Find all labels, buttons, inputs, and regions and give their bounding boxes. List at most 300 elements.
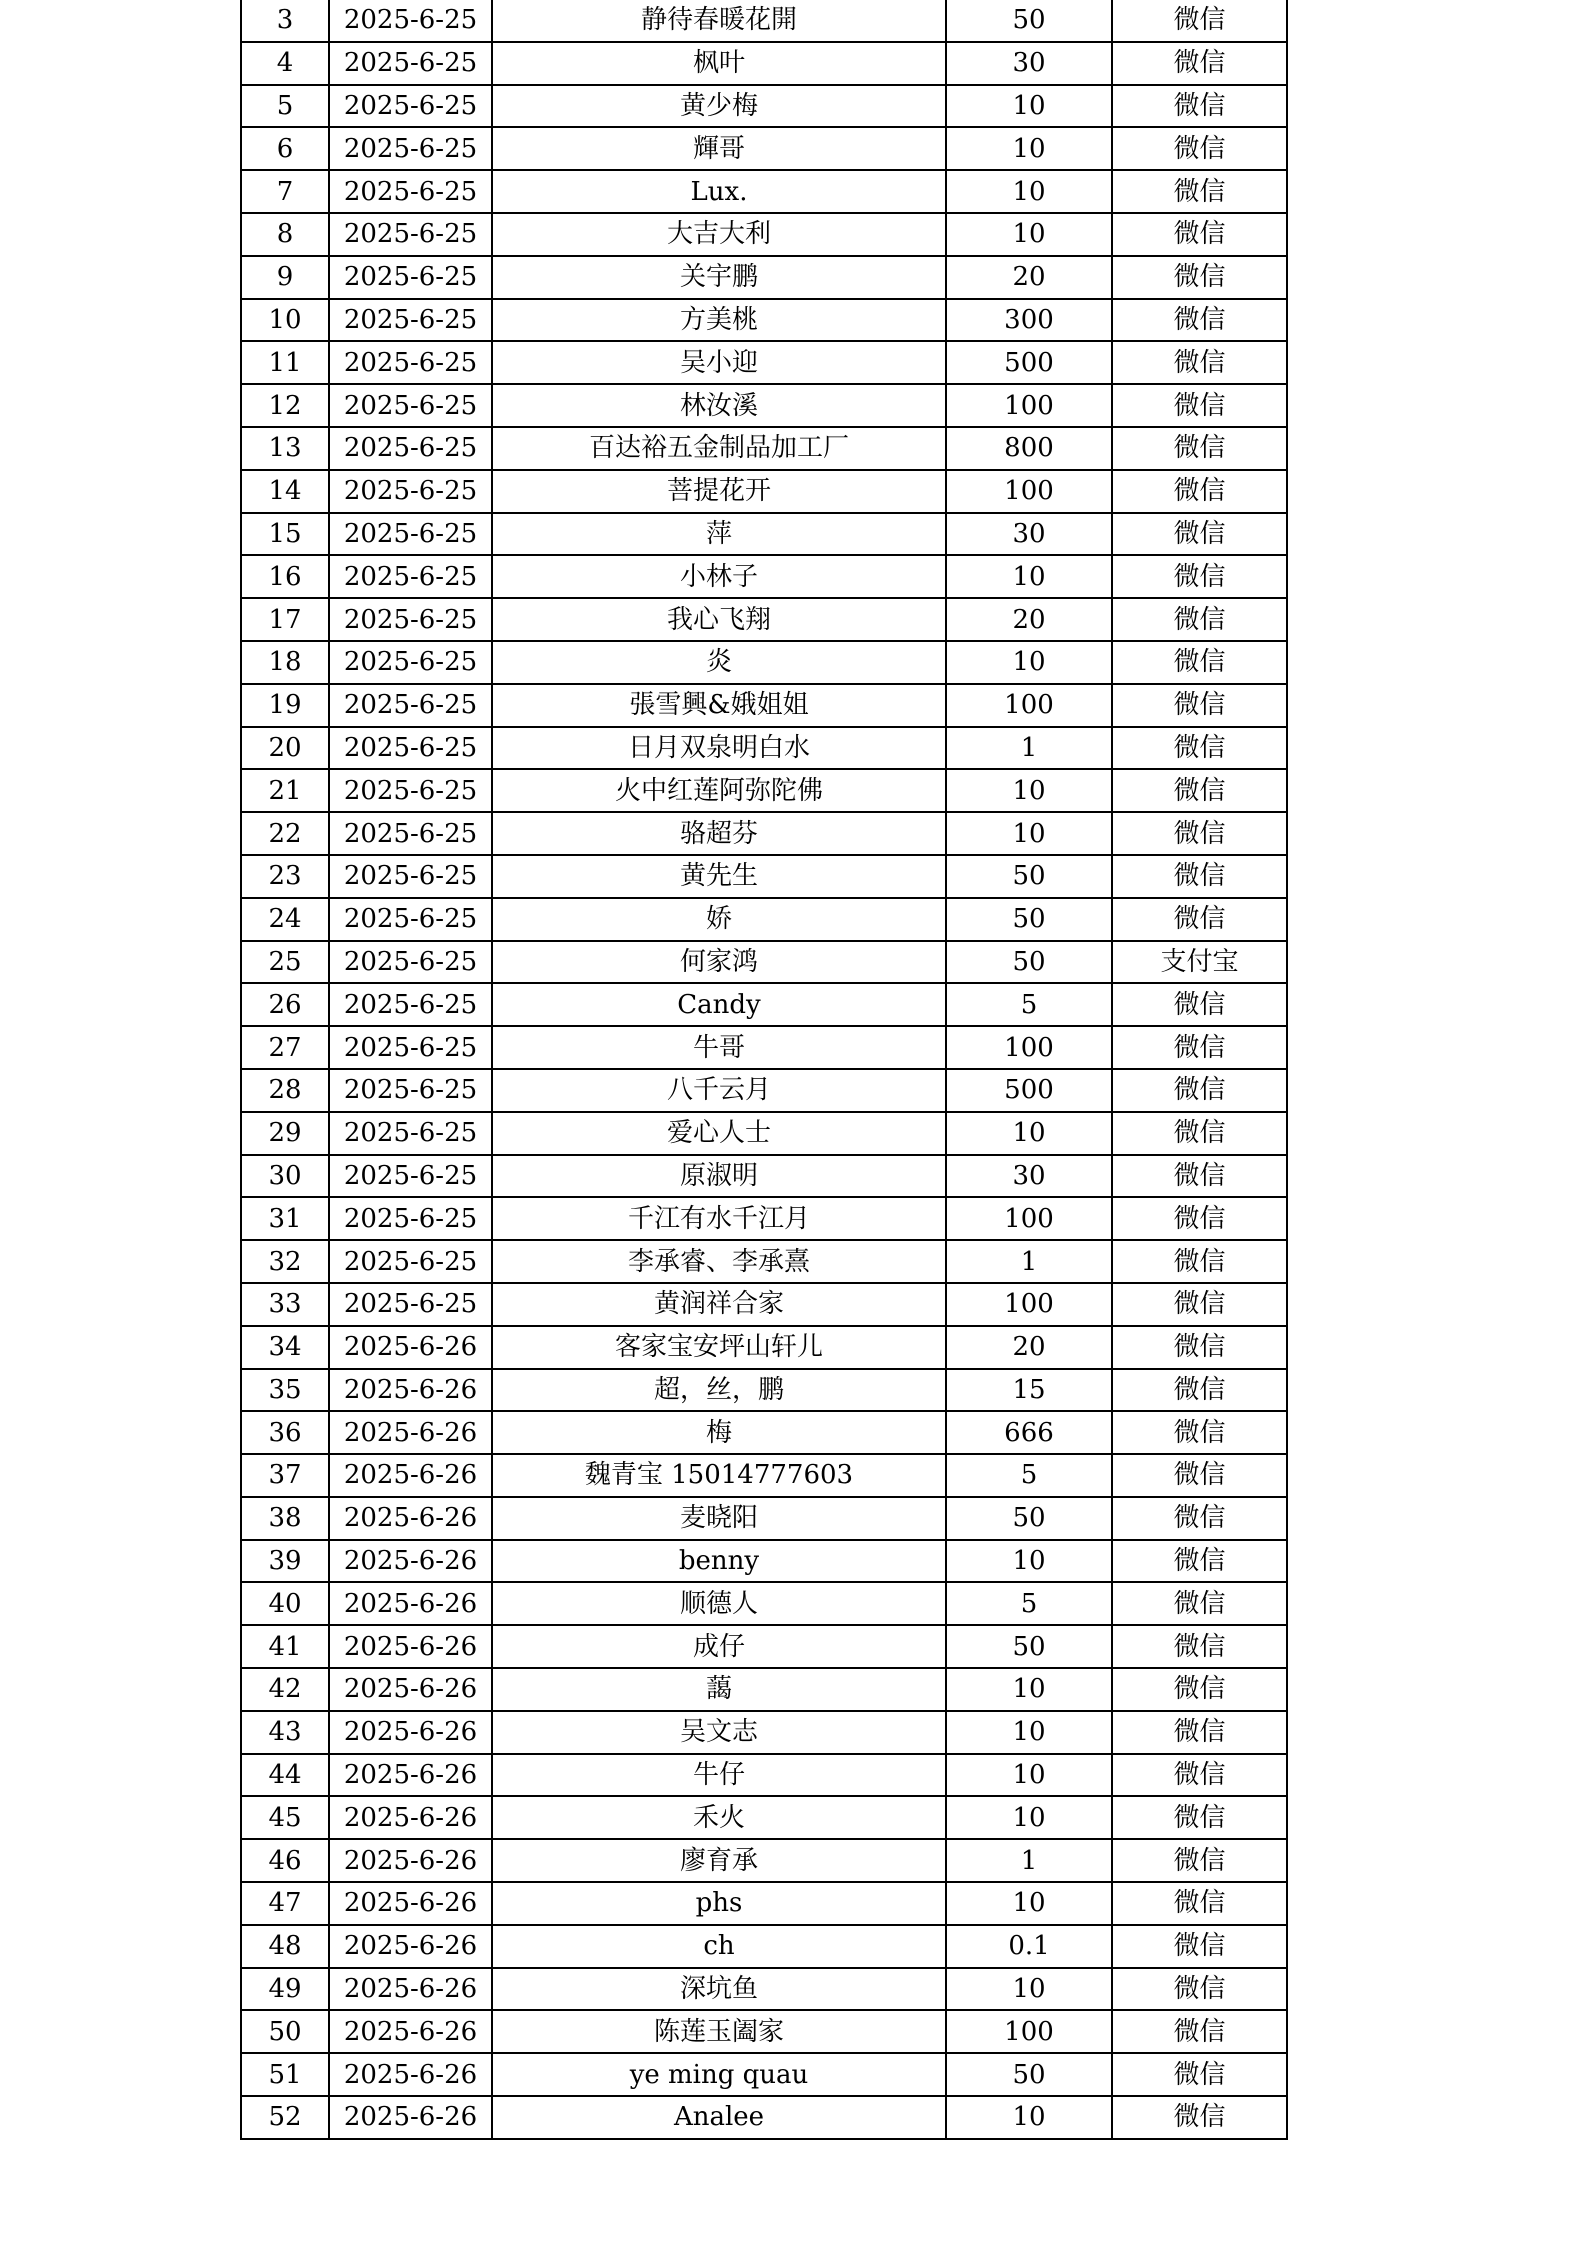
amount-cell: 0.1 bbox=[946, 1925, 1112, 1968]
row-number-cell: 3 bbox=[241, 0, 329, 42]
date-cell: 2025-6-25 bbox=[329, 1069, 492, 1112]
amount-cell: 10 bbox=[946, 1796, 1112, 1839]
table-row bbox=[241, 1754, 1287, 1797]
row-number-cell: 4 bbox=[241, 42, 329, 85]
amount-cell: 20 bbox=[946, 256, 1112, 299]
amount-cell: 10 bbox=[946, 812, 1112, 855]
row-number-cell: 8 bbox=[241, 213, 329, 256]
table-row bbox=[241, 684, 1287, 727]
table-row bbox=[241, 1925, 1287, 1968]
table-row bbox=[241, 855, 1287, 898]
row-number-cell: 31 bbox=[241, 1197, 329, 1240]
amount-cell: 300 bbox=[946, 299, 1112, 342]
donor-name-cell: 吴文志 bbox=[492, 1711, 946, 1754]
row-number-cell: 11 bbox=[241, 341, 329, 384]
amount-cell: 100 bbox=[946, 1026, 1112, 1069]
payment-method-cell: 微信 bbox=[1112, 1668, 1287, 1711]
table-row bbox=[241, 1796, 1287, 1839]
date-cell: 2025-6-25 bbox=[329, 513, 492, 556]
row-number-cell: 10 bbox=[241, 299, 329, 342]
payment-method-cell: 微信 bbox=[1112, 513, 1287, 556]
table-row bbox=[241, 42, 1287, 85]
table-row bbox=[241, 1668, 1287, 1711]
payment-method-cell: 微信 bbox=[1112, 1968, 1287, 2011]
row-number-cell: 35 bbox=[241, 1369, 329, 1412]
amount-cell: 10 bbox=[946, 1711, 1112, 1754]
date-cell: 2025-6-25 bbox=[329, 855, 492, 898]
amount-cell: 5 bbox=[946, 1582, 1112, 1625]
donor-name-cell: 禾火 bbox=[492, 1796, 946, 1839]
row-number-cell: 18 bbox=[241, 641, 329, 684]
table-row bbox=[241, 769, 1287, 812]
payment-method-cell: 微信 bbox=[1112, 1454, 1287, 1497]
payment-method-cell: 微信 bbox=[1112, 1026, 1287, 1069]
payment-method-cell: 微信 bbox=[1112, 641, 1287, 684]
row-number-cell: 42 bbox=[241, 1668, 329, 1711]
donor-name-cell: 百达裕五金制品加工厂 bbox=[492, 427, 946, 470]
payment-method-cell: 微信 bbox=[1112, 727, 1287, 770]
donor-name-cell: 菩提花开 bbox=[492, 470, 946, 513]
row-number-cell: 15 bbox=[241, 513, 329, 556]
payment-method-cell: 微信 bbox=[1112, 256, 1287, 299]
date-cell: 2025-6-25 bbox=[329, 427, 492, 470]
amount-cell: 1 bbox=[946, 727, 1112, 770]
amount-cell: 10 bbox=[946, 1112, 1112, 1155]
payment-method-cell: 微信 bbox=[1112, 299, 1287, 342]
row-number-cell: 16 bbox=[241, 555, 329, 598]
table-row bbox=[241, 941, 1287, 984]
donor-name-cell: 黄少梅 bbox=[492, 85, 946, 128]
amount-cell: 100 bbox=[946, 470, 1112, 513]
table-row bbox=[241, 127, 1287, 170]
date-cell: 2025-6-25 bbox=[329, 42, 492, 85]
date-cell: 2025-6-26 bbox=[329, 1540, 492, 1583]
row-number-cell: 6 bbox=[241, 127, 329, 170]
payment-method-cell: 支付宝 bbox=[1112, 941, 1287, 984]
row-number-cell: 30 bbox=[241, 1155, 329, 1198]
row-number-cell: 13 bbox=[241, 427, 329, 470]
table-row bbox=[241, 85, 1287, 128]
payment-method-cell: 微信 bbox=[1112, 470, 1287, 513]
payment-method-cell: 微信 bbox=[1112, 1540, 1287, 1583]
date-cell: 2025-6-25 bbox=[329, 727, 492, 770]
payment-method-cell: 微信 bbox=[1112, 1582, 1287, 1625]
payment-method-cell: 微信 bbox=[1112, 1625, 1287, 1668]
amount-cell: 800 bbox=[946, 427, 1112, 470]
donor-name-cell: 黄润祥合家 bbox=[492, 1283, 946, 1326]
amount-cell: 30 bbox=[946, 1155, 1112, 1198]
date-cell: 2025-6-26 bbox=[329, 1711, 492, 1754]
date-cell: 2025-6-26 bbox=[329, 1754, 492, 1797]
amount-cell: 50 bbox=[946, 941, 1112, 984]
payment-method-cell: 微信 bbox=[1112, 1283, 1287, 1326]
donor-name-cell: ye ming quau bbox=[492, 2053, 946, 2096]
donor-name-cell: 輝哥 bbox=[492, 127, 946, 170]
payment-method-cell: 微信 bbox=[1112, 1754, 1287, 1797]
date-cell: 2025-6-26 bbox=[329, 1582, 492, 1625]
table-row bbox=[241, 2096, 1287, 2139]
row-number-cell: 20 bbox=[241, 727, 329, 770]
table-body bbox=[241, 0, 1287, 2139]
amount-cell: 10 bbox=[946, 213, 1112, 256]
amount-cell: 10 bbox=[946, 1968, 1112, 2011]
amount-cell: 10 bbox=[946, 85, 1112, 128]
row-number-cell: 33 bbox=[241, 1283, 329, 1326]
donor-name-cell: 娇 bbox=[492, 898, 946, 941]
table-row bbox=[241, 1369, 1287, 1412]
payment-method-cell: 微信 bbox=[1112, 0, 1287, 42]
amount-cell: 5 bbox=[946, 1454, 1112, 1497]
date-cell: 2025-6-25 bbox=[329, 213, 492, 256]
date-cell: 2025-6-25 bbox=[329, 769, 492, 812]
table-row bbox=[241, 898, 1287, 941]
amount-cell: 20 bbox=[946, 598, 1112, 641]
table-row bbox=[241, 1197, 1287, 1240]
row-number-cell: 27 bbox=[241, 1026, 329, 1069]
date-cell: 2025-6-25 bbox=[329, 1155, 492, 1198]
date-cell: 2025-6-26 bbox=[329, 1625, 492, 1668]
table-row bbox=[241, 1497, 1287, 1540]
row-number-cell: 23 bbox=[241, 855, 329, 898]
row-number-cell: 12 bbox=[241, 384, 329, 427]
payment-method-cell: 微信 bbox=[1112, 1411, 1287, 1454]
table-row bbox=[241, 2010, 1287, 2053]
row-number-cell: 9 bbox=[241, 256, 329, 299]
date-cell: 2025-6-25 bbox=[329, 1026, 492, 1069]
row-number-cell: 48 bbox=[241, 1925, 329, 1968]
table-row bbox=[241, 1155, 1287, 1198]
table-row bbox=[241, 1625, 1287, 1668]
donor-name-cell: 深坑鱼 bbox=[492, 1968, 946, 2011]
date-cell: 2025-6-25 bbox=[329, 898, 492, 941]
amount-cell: 100 bbox=[946, 384, 1112, 427]
row-number-cell: 34 bbox=[241, 1326, 329, 1369]
amount-cell: 10 bbox=[946, 1668, 1112, 1711]
payment-method-cell: 微信 bbox=[1112, 341, 1287, 384]
date-cell: 2025-6-26 bbox=[329, 1839, 492, 1882]
date-cell: 2025-6-25 bbox=[329, 170, 492, 213]
table-row bbox=[241, 213, 1287, 256]
amount-cell: 30 bbox=[946, 513, 1112, 556]
donation-table bbox=[240, 0, 1288, 2140]
row-number-cell: 21 bbox=[241, 769, 329, 812]
donor-name-cell: Analee bbox=[492, 2096, 946, 2139]
payment-method-cell: 微信 bbox=[1112, 2096, 1287, 2139]
donor-name-cell: 火中红莲阿弥陀佛 bbox=[492, 769, 946, 812]
payment-method-cell: 微信 bbox=[1112, 85, 1287, 128]
date-cell: 2025-6-25 bbox=[329, 641, 492, 684]
amount-cell: 100 bbox=[946, 1283, 1112, 1326]
table-row bbox=[241, 513, 1287, 556]
table-row bbox=[241, 812, 1287, 855]
table-row bbox=[241, 1112, 1287, 1155]
payment-method-cell: 微信 bbox=[1112, 855, 1287, 898]
row-number-cell: 43 bbox=[241, 1711, 329, 1754]
date-cell: 2025-6-25 bbox=[329, 598, 492, 641]
date-cell: 2025-6-25 bbox=[329, 1112, 492, 1155]
row-number-cell: 47 bbox=[241, 1882, 329, 1925]
donor-name-cell: 黄先生 bbox=[492, 855, 946, 898]
donor-name-cell: 牛仔 bbox=[492, 1754, 946, 1797]
payment-method-cell: 微信 bbox=[1112, 427, 1287, 470]
date-cell: 2025-6-26 bbox=[329, 2053, 492, 2096]
amount-cell: 100 bbox=[946, 684, 1112, 727]
row-number-cell: 36 bbox=[241, 1411, 329, 1454]
payment-method-cell: 微信 bbox=[1112, 1326, 1287, 1369]
payment-method-cell: 微信 bbox=[1112, 384, 1287, 427]
amount-cell: 50 bbox=[946, 898, 1112, 941]
row-number-cell: 7 bbox=[241, 170, 329, 213]
payment-method-cell: 微信 bbox=[1112, 2010, 1287, 2053]
donor-name-cell: 客家宝安坪山轩儿 bbox=[492, 1326, 946, 1369]
donor-name-cell: 千江有水千江月 bbox=[492, 1197, 946, 1240]
table-row bbox=[241, 170, 1287, 213]
payment-method-cell: 微信 bbox=[1112, 684, 1287, 727]
date-cell: 2025-6-26 bbox=[329, 2010, 492, 2053]
table-row bbox=[241, 0, 1287, 42]
amount-cell: 500 bbox=[946, 341, 1112, 384]
table-row bbox=[241, 1968, 1287, 2011]
row-number-cell: 5 bbox=[241, 85, 329, 128]
donor-name-cell: 張雪興&娥姐姐 bbox=[492, 684, 946, 727]
donor-name-cell: 超，丝，鹏 bbox=[492, 1369, 946, 1412]
payment-method-cell: 微信 bbox=[1112, 812, 1287, 855]
amount-cell: 10 bbox=[946, 2096, 1112, 2139]
donor-name-cell: phs bbox=[492, 1882, 946, 1925]
payment-method-cell: 微信 bbox=[1112, 983, 1287, 1026]
table-row bbox=[241, 470, 1287, 513]
date-cell: 2025-6-25 bbox=[329, 384, 492, 427]
payment-method-cell: 微信 bbox=[1112, 42, 1287, 85]
donor-name-cell: 小林子 bbox=[492, 555, 946, 598]
donor-name-cell: 骆超芬 bbox=[492, 812, 946, 855]
amount-cell: 500 bbox=[946, 1069, 1112, 1112]
table-row bbox=[241, 1711, 1287, 1754]
payment-method-cell: 微信 bbox=[1112, 127, 1287, 170]
table-row bbox=[241, 1882, 1287, 1925]
date-cell: 2025-6-25 bbox=[329, 127, 492, 170]
date-cell: 2025-6-25 bbox=[329, 812, 492, 855]
row-number-cell: 45 bbox=[241, 1796, 329, 1839]
payment-method-cell: 微信 bbox=[1112, 1155, 1287, 1198]
payment-method-cell: 微信 bbox=[1112, 1240, 1287, 1283]
row-number-cell: 39 bbox=[241, 1540, 329, 1583]
amount-cell: 100 bbox=[946, 1197, 1112, 1240]
donor-name-cell: 八千云月 bbox=[492, 1069, 946, 1112]
date-cell: 2025-6-26 bbox=[329, 1411, 492, 1454]
payment-method-cell: 微信 bbox=[1112, 1069, 1287, 1112]
amount-cell: 10 bbox=[946, 1882, 1112, 1925]
date-cell: 2025-6-26 bbox=[329, 1454, 492, 1497]
donor-name-cell: 萍 bbox=[492, 513, 946, 556]
payment-method-cell: 微信 bbox=[1112, 1197, 1287, 1240]
donor-name-cell: 魏青宝 15014777603 bbox=[492, 1454, 946, 1497]
row-number-cell: 32 bbox=[241, 1240, 329, 1283]
table-row bbox=[241, 1283, 1287, 1326]
date-cell: 2025-6-25 bbox=[329, 941, 492, 984]
table-row bbox=[241, 1540, 1287, 1583]
amount-cell: 10 bbox=[946, 127, 1112, 170]
donor-name-cell: 我心飞翔 bbox=[492, 598, 946, 641]
donor-name-cell: 梅 bbox=[492, 1411, 946, 1454]
payment-method-cell: 微信 bbox=[1112, 1112, 1287, 1155]
date-cell: 2025-6-25 bbox=[329, 85, 492, 128]
amount-cell: 10 bbox=[946, 641, 1112, 684]
amount-cell: 10 bbox=[946, 555, 1112, 598]
table-row bbox=[241, 427, 1287, 470]
table-row bbox=[241, 1839, 1287, 1882]
amount-cell: 30 bbox=[946, 42, 1112, 85]
amount-cell: 5 bbox=[946, 983, 1112, 1026]
row-number-cell: 19 bbox=[241, 684, 329, 727]
table-row bbox=[241, 1240, 1287, 1283]
row-number-cell: 49 bbox=[241, 1968, 329, 2011]
date-cell: 2025-6-25 bbox=[329, 684, 492, 727]
amount-cell: 10 bbox=[946, 1540, 1112, 1583]
date-cell: 2025-6-25 bbox=[329, 1197, 492, 1240]
row-number-cell: 44 bbox=[241, 1754, 329, 1797]
donor-name-cell: benny bbox=[492, 1540, 946, 1583]
row-number-cell: 40 bbox=[241, 1582, 329, 1625]
donor-name-cell: ch bbox=[492, 1925, 946, 1968]
date-cell: 2025-6-26 bbox=[329, 1497, 492, 1540]
payment-method-cell: 微信 bbox=[1112, 1711, 1287, 1754]
date-cell: 2025-6-26 bbox=[329, 1882, 492, 1925]
date-cell: 2025-6-25 bbox=[329, 470, 492, 513]
table-row bbox=[241, 256, 1287, 299]
donor-name-cell: 日月双泉明白水 bbox=[492, 727, 946, 770]
payment-method-cell: 微信 bbox=[1112, 1839, 1287, 1882]
donor-name-cell: 爱心人士 bbox=[492, 1112, 946, 1155]
row-number-cell: 17 bbox=[241, 598, 329, 641]
date-cell: 2025-6-25 bbox=[329, 299, 492, 342]
amount-cell: 1 bbox=[946, 1839, 1112, 1882]
date-cell: 2025-6-26 bbox=[329, 1796, 492, 1839]
amount-cell: 15 bbox=[946, 1369, 1112, 1412]
amount-cell: 50 bbox=[946, 0, 1112, 42]
payment-method-cell: 微信 bbox=[1112, 1497, 1287, 1540]
row-number-cell: 29 bbox=[241, 1112, 329, 1155]
table-row bbox=[241, 641, 1287, 684]
row-number-cell: 37 bbox=[241, 1454, 329, 1497]
donor-name-cell: Lux. bbox=[492, 170, 946, 213]
payment-method-cell: 微信 bbox=[1112, 898, 1287, 941]
donor-name-cell: 麦晓阳 bbox=[492, 1497, 946, 1540]
table-row bbox=[241, 727, 1287, 770]
date-cell: 2025-6-26 bbox=[329, 1968, 492, 2011]
amount-cell: 1 bbox=[946, 1240, 1112, 1283]
table-row bbox=[241, 1582, 1287, 1625]
table-row bbox=[241, 1411, 1287, 1454]
date-cell: 2025-6-26 bbox=[329, 1326, 492, 1369]
date-cell: 2025-6-26 bbox=[329, 1668, 492, 1711]
table-row bbox=[241, 1069, 1287, 1112]
row-number-cell: 38 bbox=[241, 1497, 329, 1540]
row-number-cell: 22 bbox=[241, 812, 329, 855]
table-row bbox=[241, 2053, 1287, 2096]
donor-name-cell: 顺德人 bbox=[492, 1582, 946, 1625]
table-row bbox=[241, 299, 1287, 342]
row-number-cell: 26 bbox=[241, 983, 329, 1026]
table-row bbox=[241, 1454, 1287, 1497]
date-cell: 2025-6-25 bbox=[329, 341, 492, 384]
table-row bbox=[241, 555, 1287, 598]
payment-method-cell: 微信 bbox=[1112, 769, 1287, 812]
payment-method-cell: 微信 bbox=[1112, 555, 1287, 598]
amount-cell: 50 bbox=[946, 855, 1112, 898]
table-row bbox=[241, 384, 1287, 427]
row-number-cell: 52 bbox=[241, 2096, 329, 2139]
amount-cell: 50 bbox=[946, 2053, 1112, 2096]
donor-name-cell: 李承睿、李承熹 bbox=[492, 1240, 946, 1283]
row-number-cell: 14 bbox=[241, 470, 329, 513]
donor-name-cell: 林汝溪 bbox=[492, 384, 946, 427]
table-row bbox=[241, 1026, 1287, 1069]
payment-method-cell: 微信 bbox=[1112, 1369, 1287, 1412]
donor-name-cell: Candy bbox=[492, 983, 946, 1026]
donor-name-cell: 原淑明 bbox=[492, 1155, 946, 1198]
row-number-cell: 25 bbox=[241, 941, 329, 984]
donor-name-cell: 静待春暖花開 bbox=[492, 0, 946, 42]
amount-cell: 100 bbox=[946, 2010, 1112, 2053]
row-number-cell: 46 bbox=[241, 1839, 329, 1882]
date-cell: 2025-6-25 bbox=[329, 1240, 492, 1283]
donor-name-cell: 关宇鹏 bbox=[492, 256, 946, 299]
amount-cell: 666 bbox=[946, 1411, 1112, 1454]
donor-name-cell: 廖育承 bbox=[492, 1839, 946, 1882]
donor-name-cell: 吴小迎 bbox=[492, 341, 946, 384]
date-cell: 2025-6-25 bbox=[329, 256, 492, 299]
payment-method-cell: 微信 bbox=[1112, 1925, 1287, 1968]
row-number-cell: 28 bbox=[241, 1069, 329, 1112]
table-row bbox=[241, 983, 1287, 1026]
date-cell: 2025-6-25 bbox=[329, 983, 492, 1026]
donor-name-cell: 陈莲玉阖家 bbox=[492, 2010, 946, 2053]
payment-method-cell: 微信 bbox=[1112, 2053, 1287, 2096]
date-cell: 2025-6-25 bbox=[329, 0, 492, 42]
donor-name-cell: 方美桃 bbox=[492, 299, 946, 342]
payment-method-cell: 微信 bbox=[1112, 598, 1287, 641]
table-row bbox=[241, 341, 1287, 384]
donor-name-cell: 枫叶 bbox=[492, 42, 946, 85]
row-number-cell: 50 bbox=[241, 2010, 329, 2053]
amount-cell: 10 bbox=[946, 170, 1112, 213]
amount-cell: 50 bbox=[946, 1625, 1112, 1668]
amount-cell: 10 bbox=[946, 1754, 1112, 1797]
date-cell: 2025-6-25 bbox=[329, 555, 492, 598]
date-cell: 2025-6-26 bbox=[329, 1925, 492, 1968]
payment-method-cell: 微信 bbox=[1112, 1882, 1287, 1925]
row-number-cell: 41 bbox=[241, 1625, 329, 1668]
table-row bbox=[241, 1326, 1287, 1369]
payment-method-cell: 微信 bbox=[1112, 170, 1287, 213]
donor-name-cell: 藹 bbox=[492, 1668, 946, 1711]
donor-name-cell: 牛哥 bbox=[492, 1026, 946, 1069]
date-cell: 2025-6-26 bbox=[329, 1369, 492, 1412]
row-number-cell: 51 bbox=[241, 2053, 329, 2096]
date-cell: 2025-6-26 bbox=[329, 2096, 492, 2139]
amount-cell: 10 bbox=[946, 769, 1112, 812]
row-number-cell: 24 bbox=[241, 898, 329, 941]
donor-name-cell: 炎 bbox=[492, 641, 946, 684]
donor-name-cell: 成仔 bbox=[492, 1625, 946, 1668]
donor-name-cell: 何家鸿 bbox=[492, 941, 946, 984]
table-row bbox=[241, 598, 1287, 641]
amount-cell: 20 bbox=[946, 1326, 1112, 1369]
amount-cell: 50 bbox=[946, 1497, 1112, 1540]
payment-method-cell: 微信 bbox=[1112, 1796, 1287, 1839]
date-cell: 2025-6-25 bbox=[329, 1283, 492, 1326]
